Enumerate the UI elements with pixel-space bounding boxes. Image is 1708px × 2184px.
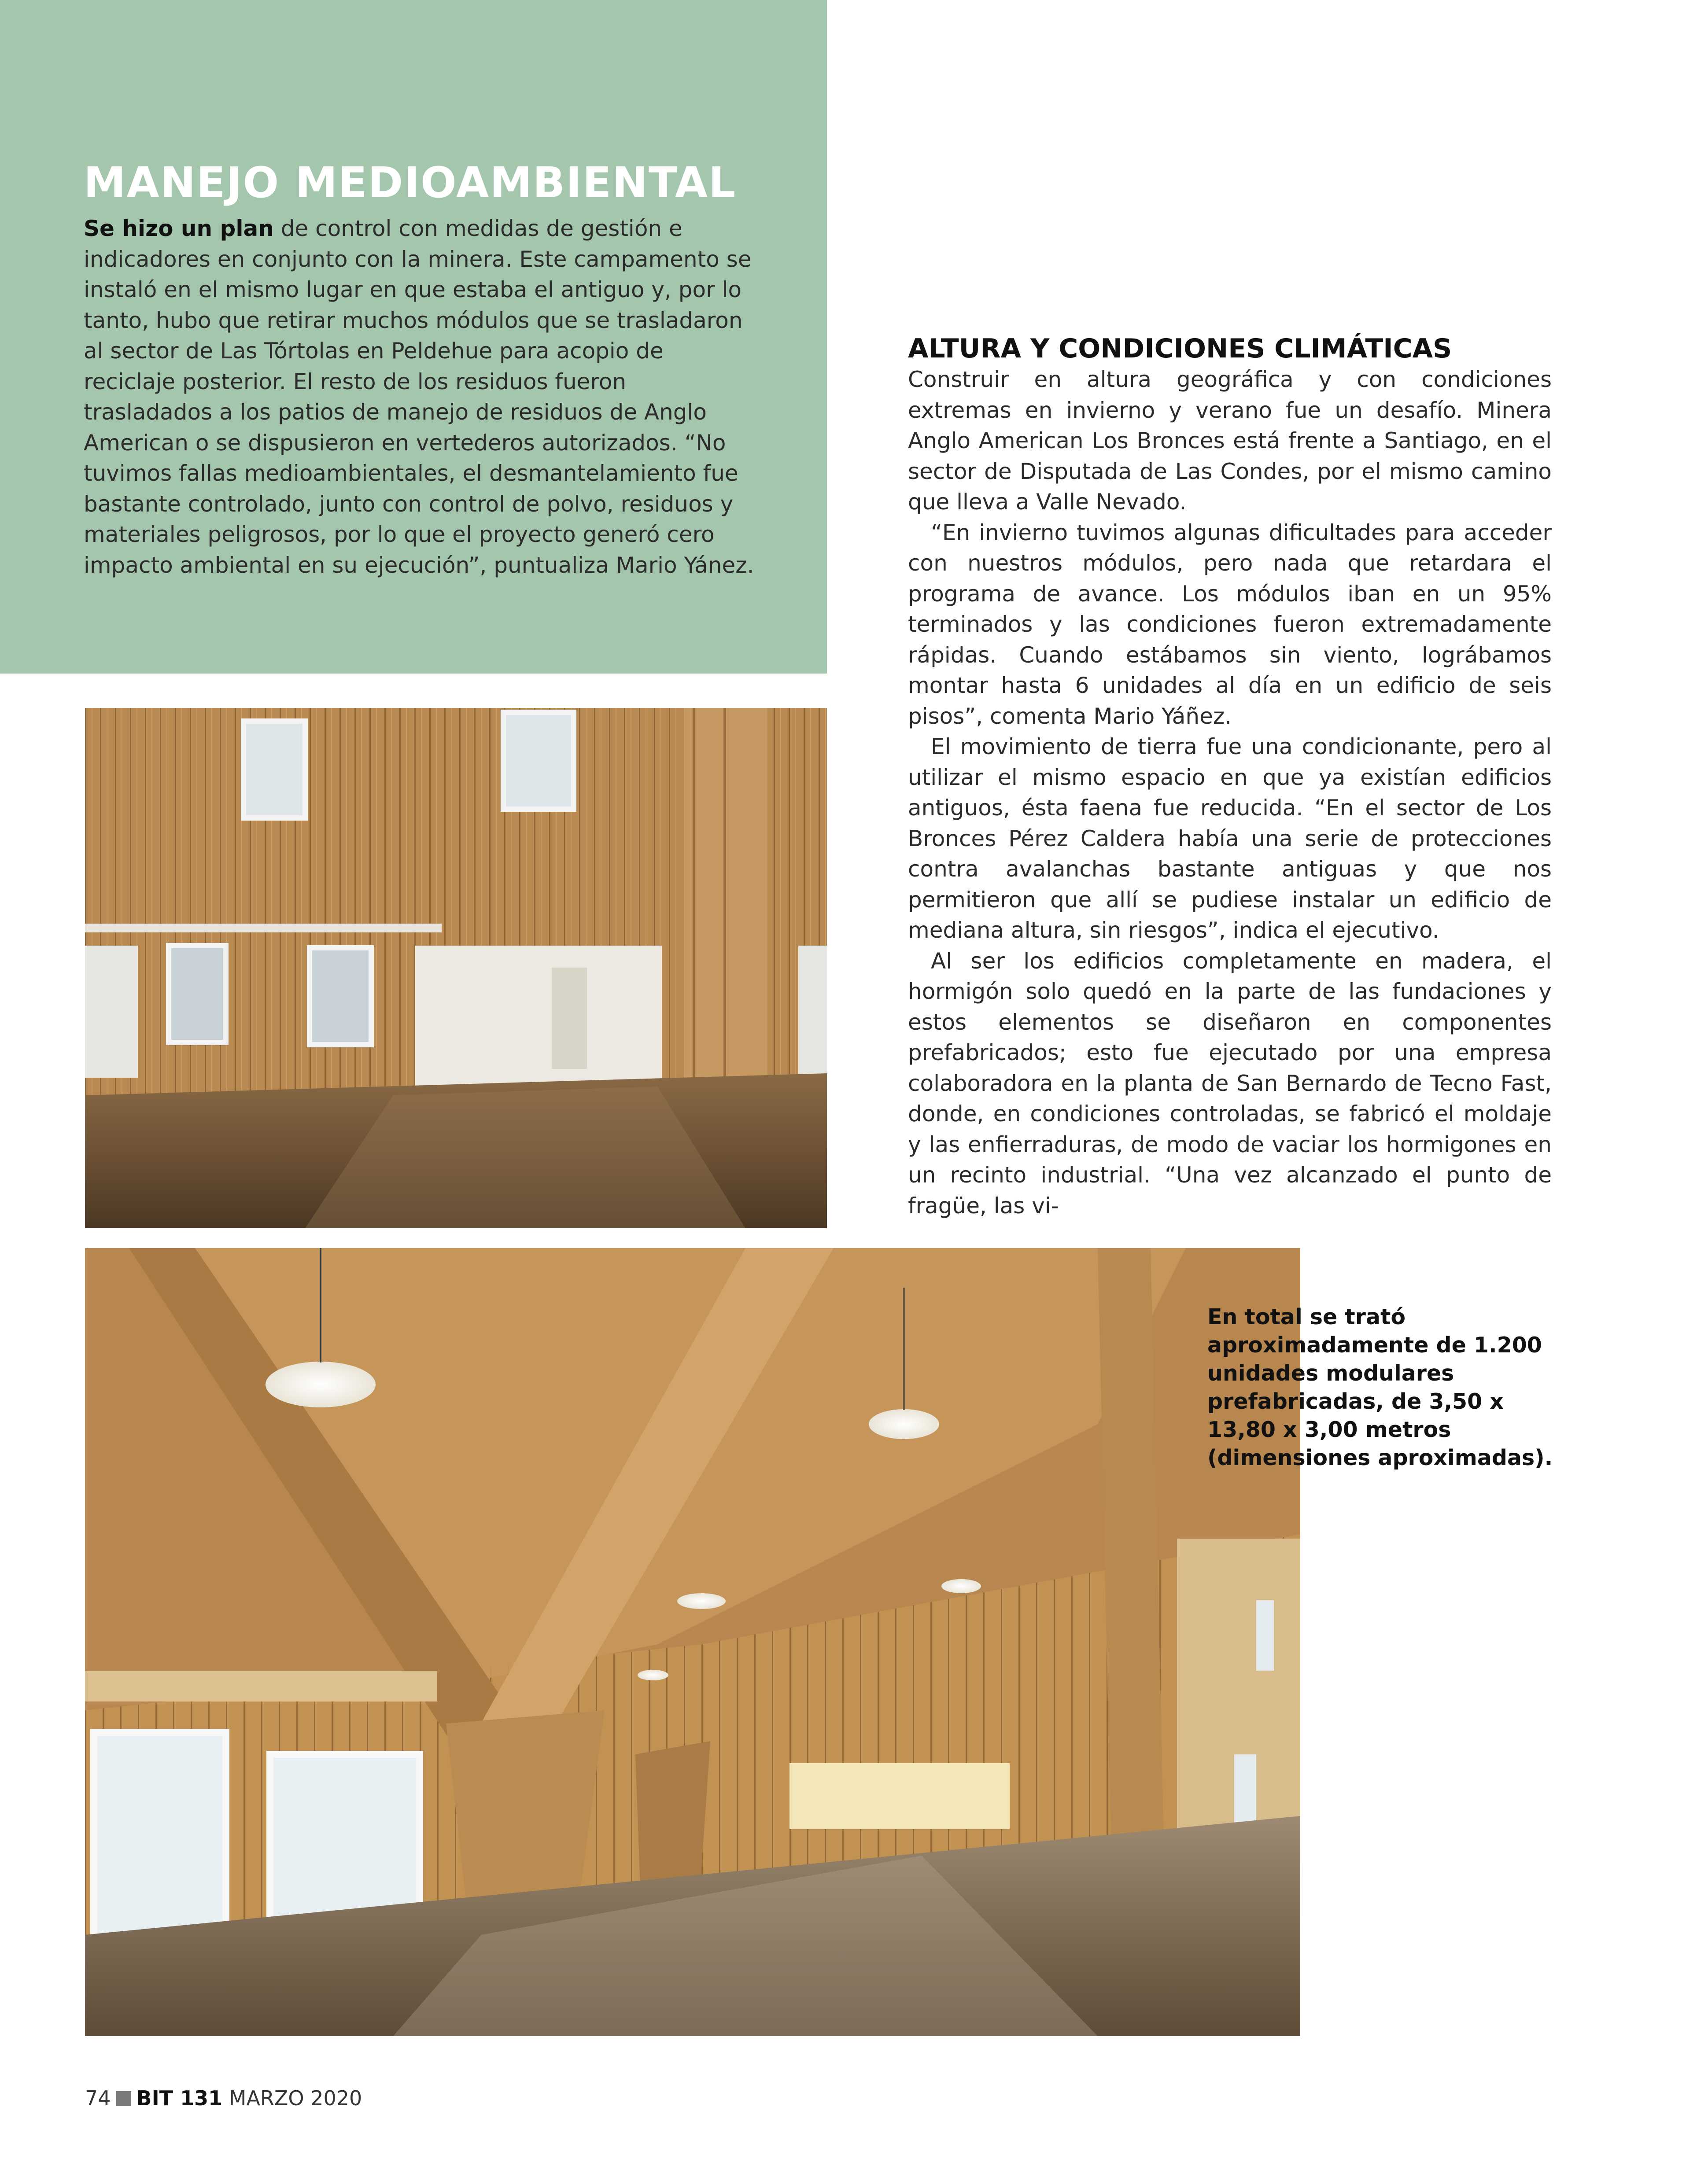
lead-bold: Se hizo un plan <box>84 216 274 241</box>
paragraph: El movimiento de tierra fue una condicionante, pero al utilizar el mismo espacio en que ya existían edificios antiguos, ésta faena fue reducida. “En el sector de Los Bronces Pérez Caldera había una serie de protecciones contra avalanchas bastante antiguas y que nos permitieron que allí se pudiese instalar un edificio de mediana altura, sin riesgos”, indica el ejecutivo. <box>908 734 1552 943</box>
paragraph: Al ser los edificios completamente en madera, el hormigón solo quedó en la parte de las fundaciones y estos elementos se diseñaron en componentes prefabricados; esto fue ejecutado por una empresa colaboradora en la planta de San Bernardo de Tecno Fast, donde, en condiciones controladas, se fabricó el moldaje y las enfierraduras, de modo de vaciar los hormigones en un recinto industrial. “Una vez alcanzado el punto de fragüe, las vi- <box>908 948 1552 1219</box>
section-body-altura <box>908 365 1552 1221</box>
page-number: 74 <box>85 2086 111 2110</box>
photo-interior-hall <box>85 708 827 1228</box>
photo-timber-hall <box>85 1248 1300 2036</box>
issue-date: MARZO 2020 <box>229 2086 362 2110</box>
page-footer <box>85 2085 362 2111</box>
paragraph: “En invierno tuvimos algunas dificultades para acceder con nuestros módulos, pero nada que retardara el programa de avance. Los módulos iban en un 95% terminados y las condiciones fueron extremadamente rápidas. Cuando estábamos sin viento, lográbamos montar hasta 6 unidades al día en un edificio de seis pisos”, comenta Mario Yáñez. <box>908 519 1552 729</box>
magazine-name: BIT 131 <box>136 2086 223 2110</box>
section-body-manejo <box>84 214 757 581</box>
section-title-altura: ALTURA Y CONDICIONES CLIMÁTICAS <box>908 333 1452 364</box>
section-body-text: de control con medidas de gestión e indicadores en conjunto con la minera. Este campamento se instaló en el mismo lugar en que estaba el antiguo y, por lo tanto, hubo que retirar muchos módulos que se trasladaron al sector de Las Tórtolas en Peldehue para acopio de reciclaje posterior. El resto de los residuos fueron trasladados a los patios de manejo de residuos de Anglo American o se dispusieron en vertederos autorizados. “No tuvimos fallas medioambientales, el desmantelamiento fue bastante controlado, junto con control de polvo, residuos y materiales peligrosos, por lo que el proyecto generó cero impacto ambiental en su ejecución”, puntualiza Mario Yánez. <box>84 216 754 578</box>
section-title-manejo: MANEJO MEDIOAMBIENTAL <box>84 158 737 207</box>
square-icon <box>116 2091 131 2106</box>
paragraph: Construir en altura geográfica y con condiciones extremas en invierno y verano fue un desafío. Minera Anglo American Los Bronces está frente a Santiago, en el sector de Disputada de Las Condes, por el mismo camino que lleva a Valle Nevado. <box>908 367 1552 515</box>
photo-caption: En total se trató aproximadamente de 1.200 unidades modulares prefabricadas, de 3,50 x 13,80 x 3,00 metros (dimensiones aproximadas). <box>1207 1304 1553 1470</box>
